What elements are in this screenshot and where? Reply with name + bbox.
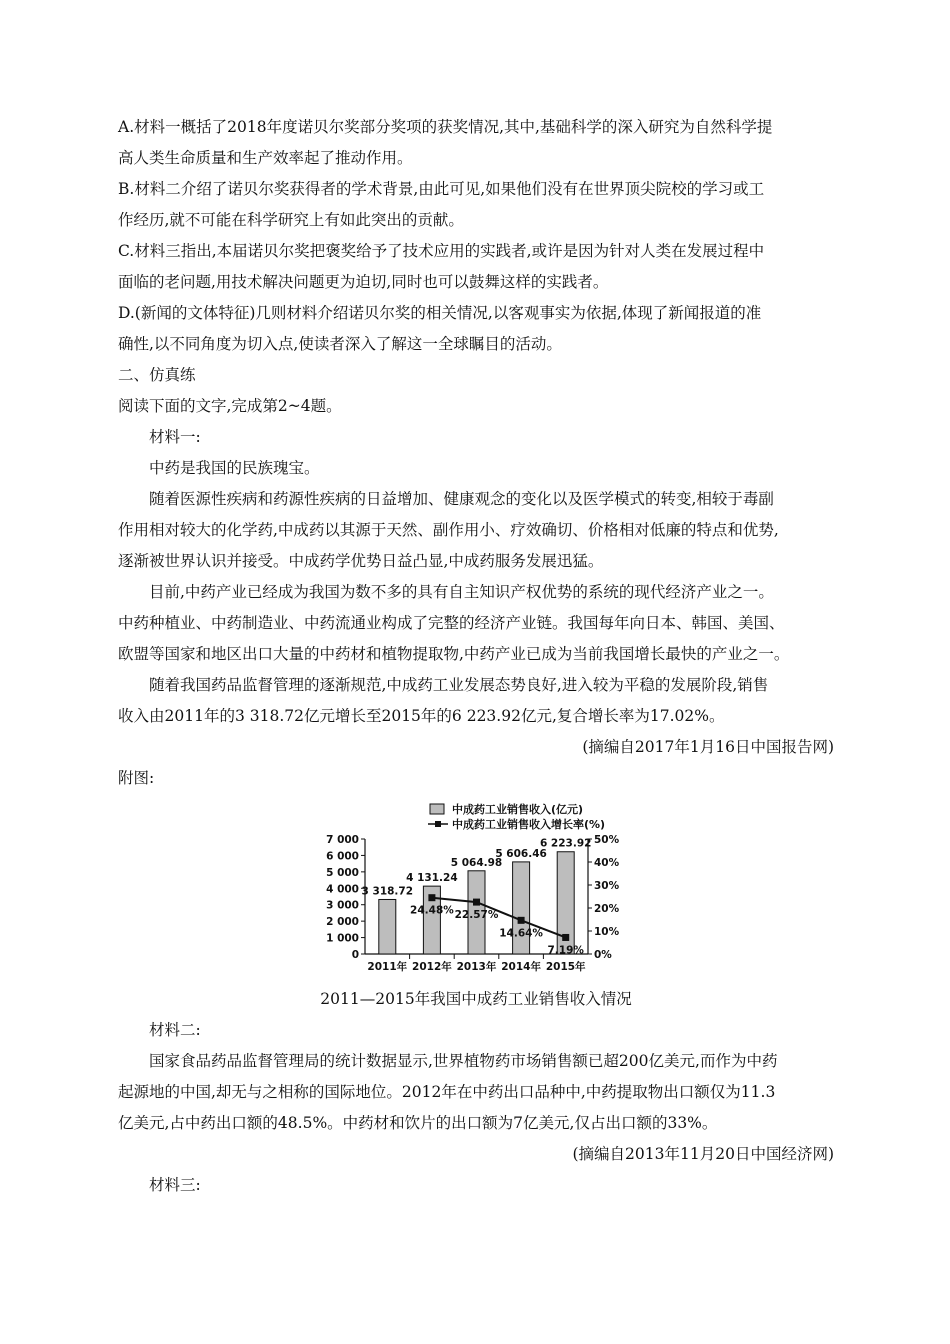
paragraph-line: 收入由2011年的3 318.72亿元增长至2015年的6 223.92亿元,复合增长率为17.02%。 <box>118 707 725 725</box>
bar <box>513 862 530 954</box>
option-line: 面临的老问题,用技术解决问题更为迫切,同时也可以鼓舞这样的实践者。 <box>118 273 609 291</box>
growth-point <box>562 934 569 941</box>
material-one <box>118 422 834 1015</box>
growth-value-label: 14.64% <box>499 927 543 940</box>
y-left-tick-label: 7 000 <box>326 834 359 846</box>
y-right-tick-label: 40% <box>594 857 620 869</box>
y-left-tick-label: 3 000 <box>326 899 359 912</box>
y-left-tick-label: 1 000 <box>326 932 359 945</box>
material-three <box>118 1170 834 1201</box>
y-right-tick-label: 30% <box>594 880 620 892</box>
option-line: B.材料二介绍了诺贝尔奖获得者的学术背景,由此可见,如果他们没有在世界顶尖院校的学习或工 <box>118 180 765 198</box>
figure-label: 附图: <box>118 769 155 787</box>
option-line: D.(新闻的文体特征)几则材料介绍诺贝尔奖的相关情况,以客观事实为依据,体现了新闻报道的准 <box>118 304 762 322</box>
section-title: 二、仿真练 <box>118 366 196 384</box>
legend-line-label: 中成药工业销售收入增长率(%) <box>452 818 606 831</box>
answer-options <box>118 112 834 360</box>
x-tick-label: 2012年 <box>412 961 452 973</box>
document-page <box>118 112 834 1201</box>
option-line: A.材料一概括了2018年度诺贝尔奖部分奖项的获奖情况,其中,基础科学的深入研究为自然科学提 <box>118 118 773 136</box>
x-tick-label: 2013年 <box>456 961 497 973</box>
growth-point <box>473 899 480 906</box>
option-line: 高人类生命质量和生产效率起了推动作用。 <box>118 149 413 167</box>
paragraph-line: 中药是我国的民族瑰宝。 <box>149 459 320 477</box>
bar-value-label: 3 318.72 <box>361 885 414 898</box>
option-line: 确性,以不同角度为切入点,使读者深入了解这一全球瞩目的活动。 <box>118 335 562 353</box>
growth-point <box>428 894 435 901</box>
bar <box>379 899 396 954</box>
x-tick-label: 2011年 <box>367 961 408 973</box>
option-line: 作经历,就不可能在科学研究上有如此突出的贡献。 <box>118 211 464 229</box>
paragraph-line: 国家食品药品监督管理局的统计数据显示,世界植物药市场销售额已超200亿美元,而作为中药 <box>149 1052 778 1070</box>
bar-value-label: 6 223.92 <box>539 837 592 850</box>
source-citation: (摘编自2017年1月16日中国报告网) <box>582 738 834 756</box>
figure-caption: 2011—2015年我国中成药工业销售收入情况 <box>320 990 632 1008</box>
material-two <box>118 1015 834 1170</box>
y-left-tick-label: 4 000 <box>326 883 359 896</box>
instruction: 阅读下面的文字,完成第2~4题。 <box>118 397 342 415</box>
material-heading: 材料三: <box>149 1176 201 1194</box>
bar-value-label: 5 606.46 <box>495 847 547 860</box>
paragraph-line: 欧盟等国家和地区出口大量的中药材和植物提取物,中药产业已成为当前我国增长最快的产业之一。 <box>118 645 790 663</box>
y-left-tick-label: 6 000 <box>326 850 359 863</box>
option-line: C.材料三指出,本届诺贝尔奖把褒奖给予了技术应用的实践者,或许是因为针对人类在发展过程中 <box>118 242 765 260</box>
growth-value-label: 22.57% <box>454 909 499 922</box>
y-right-tick-label: 50% <box>594 834 620 846</box>
legend-bar-label: 中成药工业销售收入(亿元) <box>452 803 584 816</box>
material-heading: 材料二: <box>149 1021 201 1039</box>
y-right-tick-label: 0% <box>594 949 612 961</box>
growth-value-label: 24.48% <box>410 904 454 917</box>
paragraph-line: 随着医源性疾病和药源性疾病的日益增加、健康观念的变化以及医学模式的转变,相较于毒副 <box>149 490 774 508</box>
sales-chart-svg <box>118 798 834 984</box>
growth-point <box>518 917 525 924</box>
paragraph-line: 亿美元,占中药出口额的48.5%。中药材和饮片的出口额为7亿美元,仅占出口额的33%。 <box>118 1114 718 1132</box>
paragraph-line: 起源地的中国,却无与之相称的国际地位。2012年在中药出口品种中,中药提取物出口额仅为11.3 <box>118 1083 776 1101</box>
y-left-tick-label: 2 000 <box>326 916 359 929</box>
legend-line-marker <box>435 821 441 827</box>
growth-value-label: 7.19% <box>547 944 584 957</box>
y-left-tick-label: 5 000 <box>326 866 359 879</box>
sales-chart <box>118 798 834 984</box>
bar-value-label: 4 131.24 <box>406 872 458 885</box>
bar-value-label: 5 064.98 <box>450 856 503 869</box>
legend-bar-swatch <box>430 804 444 814</box>
y-left-tick-label: 0 <box>351 949 359 961</box>
paragraph-line: 随着我国药品监督管理的逐渐规范,中成药工业发展态势良好,进入较为平稳的发展阶段,销售 <box>149 676 769 694</box>
paragraph-line: 中药种植业、中药制造业、中药流通业构成了完整的经济产业链。我国每年向日本、韩国、美国、 <box>118 614 785 632</box>
material-heading: 材料一: <box>149 428 201 446</box>
paragraph-line: 目前,中药产业已经成为我国为数不多的具有自主知识产权优势的系统的现代经济产业之一。 <box>149 583 774 601</box>
x-tick-label: 2015年 <box>545 961 586 973</box>
paragraph-line: 作用相对较大的化学药,中成药以其源于天然、副作用小、疗效确切、价格相对低廉的特点和优势, <box>118 521 779 539</box>
paragraph-line: 逐渐被世界认识并接受。中成药学优势日益凸显,中成药服务发展迅猛。 <box>118 552 604 570</box>
y-right-tick-label: 10% <box>594 926 620 938</box>
x-tick-label: 2014年 <box>501 961 541 973</box>
y-right-tick-label: 20% <box>594 903 620 915</box>
source-citation: (摘编自2013年11月20日中国经济网) <box>572 1145 834 1163</box>
